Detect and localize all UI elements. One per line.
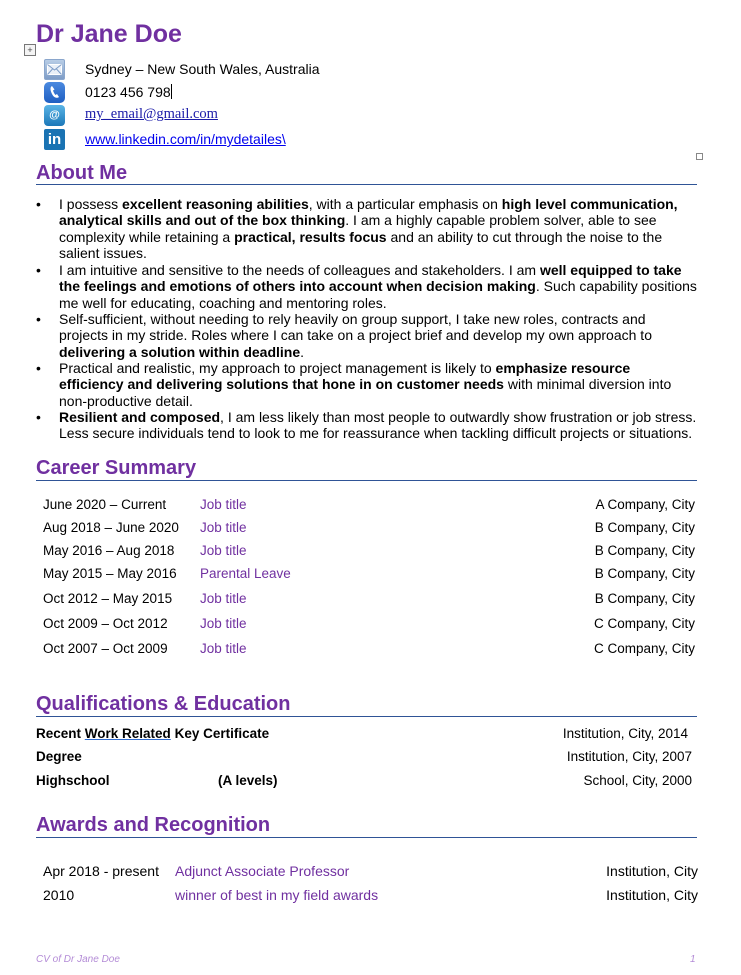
career-row bbox=[43, 519, 698, 537]
career-role: Parental Leave bbox=[200, 566, 291, 581]
text: Recent bbox=[36, 726, 85, 741]
about-bullet bbox=[36, 409, 698, 442]
section-title-career: Career Summary bbox=[36, 457, 197, 479]
footer-document-title: CV of Dr Jane Doe bbox=[36, 954, 120, 965]
career-company: B Company, City bbox=[594, 520, 695, 535]
career-dates: Oct 2012 – May 2015 bbox=[43, 591, 173, 606]
about-bullet bbox=[36, 196, 698, 261]
award-date: Apr 2018 - present bbox=[43, 863, 159, 879]
bold-text: excellent reasoning abilities bbox=[122, 196, 309, 212]
contact-location bbox=[44, 58, 320, 80]
mail-icon bbox=[44, 59, 65, 80]
career-role: Job title bbox=[200, 543, 247, 558]
qualification-institution: Institution, City, 2007 bbox=[566, 749, 692, 764]
career-dates: June 2020 – Current bbox=[43, 497, 167, 512]
career-row bbox=[43, 590, 698, 608]
at-icon: @ bbox=[44, 105, 65, 126]
text: . I am a highly capable problem solver, able to see complexity while retaining a bbox=[59, 212, 657, 245]
phone-text: 0123 456 798 bbox=[85, 84, 171, 100]
location-text: Sydney – New South Wales, Australia bbox=[85, 61, 320, 77]
career-company: B Company, City bbox=[594, 566, 695, 581]
text: I possess bbox=[59, 196, 123, 212]
about-bullet-list bbox=[36, 196, 698, 441]
text: and an ability to cut through the noise to the salient issues. bbox=[59, 228, 663, 261]
section-divider bbox=[36, 184, 697, 185]
qualification-name bbox=[36, 725, 269, 743]
career-role: Job title bbox=[200, 497, 247, 512]
about-bullet bbox=[36, 311, 698, 360]
qualification-name: Highschool bbox=[36, 773, 110, 788]
career-dates: Oct 2009 – Oct 2012 bbox=[43, 616, 168, 631]
career-company: A Company, City bbox=[595, 497, 695, 512]
contact-phone bbox=[44, 81, 171, 103]
bold-text: practical, results focus bbox=[234, 228, 387, 245]
grammar-flagged-text: Work Related bbox=[84, 726, 171, 741]
career-row bbox=[43, 615, 698, 633]
section-title-awards: Awards and Recognition bbox=[36, 814, 271, 836]
footer-page-number: 1 bbox=[690, 954, 696, 965]
candidate-name: Dr Jane Doe bbox=[36, 20, 182, 48]
text: I am intuitive and sensitive to the needs of colleagues and stakeholders. I am bbox=[59, 262, 540, 279]
award-institution: Institution, City bbox=[606, 887, 698, 903]
section-divider bbox=[36, 716, 697, 717]
bold-text: well equipped to take the feelings and emotions of others into account when decision making bbox=[59, 262, 682, 295]
about-bullet bbox=[36, 360, 698, 409]
career-row bbox=[43, 496, 698, 514]
section-divider bbox=[36, 837, 697, 838]
career-company: C Company, City bbox=[593, 616, 695, 631]
career-row bbox=[43, 542, 698, 560]
linkedin-link[interactable]: www.linkedin.com/in/mydetailes\ bbox=[85, 131, 286, 147]
career-role: Job title bbox=[200, 616, 247, 631]
career-role: Job title bbox=[200, 591, 247, 606]
section-divider bbox=[36, 480, 697, 481]
career-dates: May 2016 – Aug 2018 bbox=[43, 543, 175, 558]
contact-email bbox=[44, 104, 218, 126]
award-title: Adjunct Associate Professor bbox=[175, 863, 350, 879]
career-row bbox=[43, 565, 698, 583]
qualification-name: Degree bbox=[36, 749, 82, 764]
bold-text: high level communication, analytical skills and out of the box thinking bbox=[59, 196, 678, 229]
phone-text-field[interactable] bbox=[85, 84, 172, 100]
text: , I am less likely than most people to outwardly show frustration or job stress. Less secure individuals tend to look to me for reassurance when tackling difficult projects or situations. bbox=[59, 408, 697, 442]
career-role: Job title bbox=[200, 520, 247, 535]
text: Self-sufficient, without needing to rely heavily on group support, I take new roles, contracts and projects in my stride. Roles where I can take on a project brief and develop my own approach to bbox=[59, 311, 652, 344]
linkedin-icon: in bbox=[44, 129, 65, 150]
career-row bbox=[43, 640, 698, 658]
bold-text: delivering a solution within deadline bbox=[59, 343, 301, 360]
table-resize-handle-icon[interactable] bbox=[696, 153, 703, 160]
qualification-row bbox=[36, 772, 692, 790]
bold-text: Resilient and composed bbox=[59, 408, 221, 425]
table-move-handle-icon[interactable]: + bbox=[24, 44, 36, 56]
award-title: winner of best in my field awards bbox=[175, 887, 379, 903]
qualification-detail: (A levels) bbox=[218, 773, 278, 788]
phone-icon bbox=[44, 82, 65, 103]
about-bullet bbox=[36, 262, 698, 311]
qualification-row bbox=[36, 748, 692, 766]
contact-linkedin bbox=[44, 128, 286, 150]
bold-text: emphasize resource efficiency and delivering solutions that hone in on customer needs bbox=[59, 359, 631, 393]
text: with minimal diversion into non-productive detail. bbox=[59, 376, 672, 409]
career-role: Job title bbox=[200, 641, 247, 656]
career-company: B Company, City bbox=[594, 591, 695, 606]
qualification-row bbox=[36, 725, 692, 743]
award-row bbox=[43, 886, 698, 904]
text: . Such capability positions me well for educating, coaching and mentoring roles. bbox=[59, 278, 697, 311]
section-title-about: About Me bbox=[36, 162, 128, 184]
award-date: 2010 bbox=[43, 887, 75, 903]
career-company: B Company, City bbox=[594, 543, 695, 558]
career-dates: May 2015 – May 2016 bbox=[43, 566, 177, 581]
qualification-institution: School, City, 2000 bbox=[583, 773, 692, 788]
career-dates: Aug 2018 – June 2020 bbox=[43, 520, 179, 535]
section-title-qualifications: Qualifications & Education bbox=[36, 693, 291, 715]
award-row bbox=[43, 862, 698, 880]
career-dates: Oct 2007 – Oct 2009 bbox=[43, 641, 168, 656]
career-company: C Company, City bbox=[593, 641, 695, 656]
qualification-institution: Institution, City, 2014 bbox=[562, 726, 688, 741]
text: Key Certificate bbox=[170, 726, 270, 741]
award-institution: Institution, City bbox=[606, 863, 698, 879]
text-cursor bbox=[171, 84, 172, 99]
text: , with a particular emphasis on bbox=[308, 196, 502, 212]
text: . bbox=[300, 343, 305, 360]
email-link[interactable]: my_email@gmail.com bbox=[85, 106, 218, 122]
text: Practical and realistic, my approach to project management is likely to bbox=[59, 359, 496, 376]
